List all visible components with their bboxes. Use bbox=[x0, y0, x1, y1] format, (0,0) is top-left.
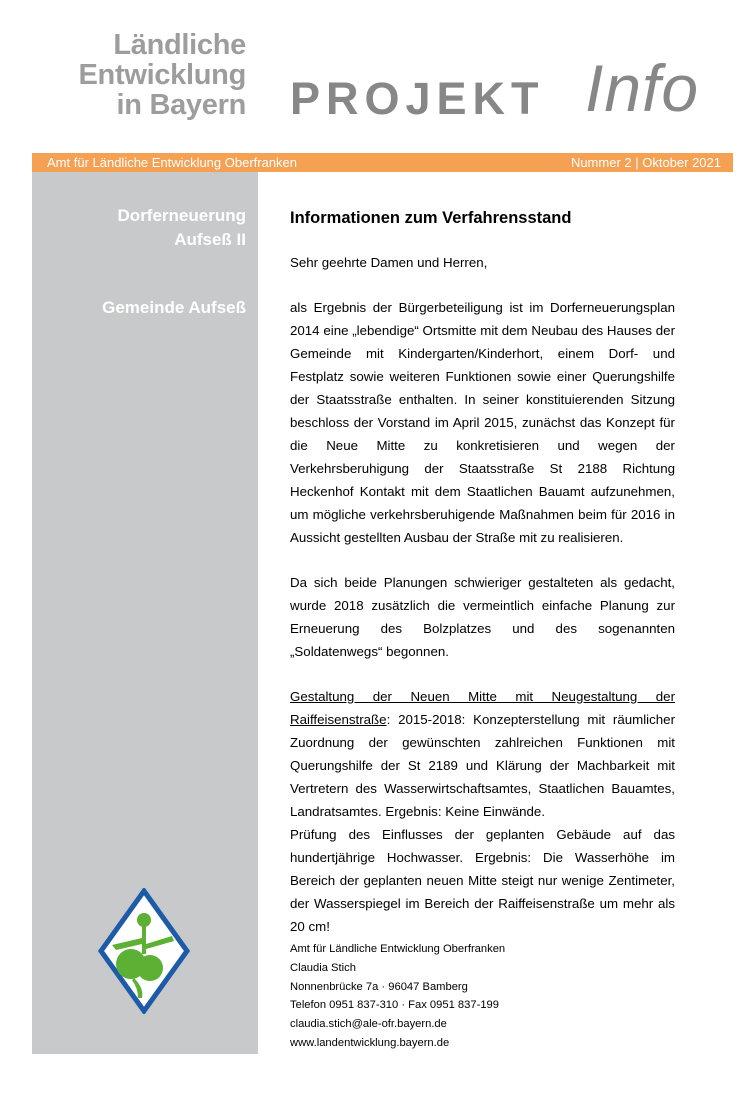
issue-number: Nummer 2 | Oktober 2021 bbox=[570, 155, 721, 170]
logo-line-1: Ländliche bbox=[113, 29, 246, 61]
project-title-line-2: Aufseß II bbox=[174, 230, 246, 249]
contact-web: www.landentwicklung.bayern.de bbox=[290, 1036, 450, 1049]
projekt-wordmark: PROJEKT bbox=[290, 73, 545, 124]
project-title bbox=[118, 204, 246, 252]
paragraph-3-heading: Gestaltung der Neuen Mitte mit Neugestaltung der Raiffeisenstraße bbox=[290, 689, 675, 727]
article-title: Informationen zum Verfahrensstand bbox=[290, 209, 572, 227]
emblem-icon bbox=[98, 888, 190, 1014]
contact-name: Claudia Stich bbox=[290, 961, 356, 974]
project-title-line-1: Dorferneuerung bbox=[117, 206, 246, 225]
municipality-name: Gemeinde Aufseß bbox=[102, 298, 246, 317]
paragraph-1: als Ergebnis der Bürgerbeteiligung ist im Dorferneuerungsplan 2014 eine „lebendige“ Ortsmitte mit dem Neubau des Hauses der Gemeinde mit Kindergarten/Kinderhort, einem Dorf- und Festplatz sowie weiteren Funktionen sowie einer Querungshilfe der Staatsstraße enthalten. In seiner konstituierenden Sitzung beschloss der Vorstand im April 2015, zunächst das Konzept für die Neue Mitte zu konkretisieren und wegen der Verkehrsberuhigung der Staatsstraße St 2188 Richtung Heckenhof Kontakt mit dem Staatlichen Bauamt aufzunehmen, um mögliche verkehrsberuhigende Maßnahmen beim für 2016 in Aussicht gestellten Ausbau der Straße mit zu realisieren. bbox=[290, 300, 675, 545]
office-name: Amt für Ländliche Entwicklung Oberfranken bbox=[47, 155, 298, 170]
contact-org: Amt für Ländliche Entwicklung Oberfranken bbox=[290, 943, 506, 955]
paragraph-3-body: : 2015-2018: Konzepterstellung mit räumlicher Zuordnung der gewünschten zahlreichen Funktionen mit Querungshilfe der St 2189 und Klärung der Machbarkeit mit Vertretern des Wasserwirtschaftsamtes, Staatlichen Bauamtes, Landratsamtes. Ergebnis: Keine Einwände. bbox=[290, 712, 675, 819]
contact-block bbox=[290, 940, 505, 1053]
paragraph-2: Da sich beide Planungen schwieriger gestalteten als gedacht, wurde 2018 zusätzlich die vermeintlich einfache Planung zur Erneuerung des Bolzplatzes und des sogenannten „Soldatenwegs“ begonnen. bbox=[290, 575, 675, 659]
contact-email: claudia.stich@ale-ofr.bayern.de bbox=[290, 1018, 447, 1031]
sidebar bbox=[32, 172, 258, 1054]
contact-address: Nonnenbrücke 7a · 96047 Bamberg bbox=[290, 980, 468, 993]
logo-line-3: in Bayern bbox=[116, 89, 246, 121]
header-bar bbox=[32, 153, 733, 172]
paragraph-4: Prüfung des Einflusses der geplanten Gebäude auf das hundertjährige Hochwasser. Ergebnis: Die Wasserhöhe im Bereich der geplanten neuen Mitte steigt nur wenige Zentimeter, der Wasserspiegel im Bereich der Raiffeisenstraße um mehr als 20 cm! bbox=[290, 827, 675, 934]
info-wordmark: Info bbox=[585, 51, 700, 125]
logo-line-2: Entwicklung bbox=[78, 59, 246, 91]
logo-text bbox=[40, 30, 246, 120]
contact-phone: Telefon 0951 837-310 · Fax 0951 837-199 bbox=[290, 999, 499, 1012]
paragraph-3 bbox=[290, 685, 675, 823]
article bbox=[290, 205, 675, 938]
salutation: Sehr geehrte Damen und Herren, bbox=[290, 255, 488, 270]
